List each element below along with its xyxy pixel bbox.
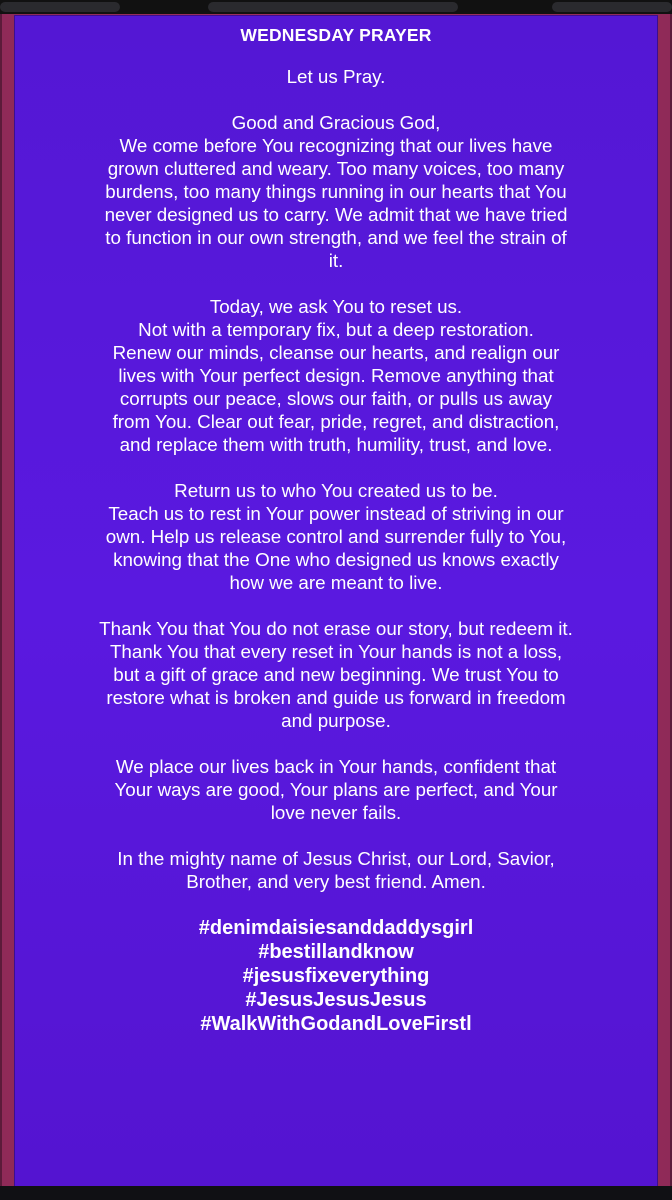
prayer-panel — [15, 16, 657, 1198]
hashtag-link[interactable]: #jesusfixeverything — [242, 965, 430, 987]
prayer-paragraph — [15, 479, 657, 594]
prayer-line: Your ways are good, Your plans are perfect, and Your — [114, 779, 558, 800]
hashtag-link[interactable]: #JesusJesusJesus — [245, 989, 427, 1011]
prayer-paragraph — [15, 755, 657, 824]
prayer-line: Thank You that every reset in Your hands is not a loss, — [109, 641, 563, 662]
hashtag-link[interactable]: #WalkWithGodandLoveFirstl — [200, 1013, 472, 1035]
prayer-line: We come before You recognizing that our lives have — [119, 135, 553, 156]
prayer-line: Good and Gracious God, — [231, 112, 441, 133]
prayer-line: Not with a temporary fix, but a deep restoration. — [138, 319, 534, 340]
prayer-line: In the mighty name of Jesus Christ, our Lord, Savior, — [117, 848, 555, 869]
prayer-line: from You. Clear out fear, pride, regret, and distraction, — [112, 411, 560, 432]
hashtag-link[interactable]: #denimdaisiesanddaddysgirl — [198, 917, 474, 939]
top-edge-tab — [208, 2, 458, 12]
prayer-line: never designed us to carry. We admit that we have tried — [104, 204, 568, 225]
prayer-line: Today, we ask You to reset us. — [209, 296, 463, 317]
prayer-line: lives with Your perfect design. Remove anything that — [118, 365, 554, 386]
prayer-line: Brother, and very best friend. Amen. — [186, 871, 486, 892]
prayer-line: Renew our minds, cleanse our hearts, and realign our — [112, 342, 560, 363]
top-edge-tab — [552, 2, 672, 12]
prayer-paragraph — [15, 617, 657, 732]
prayer-line: and replace them with truth, humility, trust, and love. — [119, 434, 553, 455]
prayer-line: to function in our own strength, and we feel the strain of — [105, 227, 567, 248]
opening-line: Let us Pray. — [286, 66, 386, 87]
prayer-line: how we are meant to live. — [229, 572, 443, 593]
prayer-line: Return us to who You created us to be. — [174, 480, 498, 501]
prayer-line: grown cluttered and weary. Too many voices, too many — [107, 158, 565, 179]
prayer-line: corrupts our peace, slows our faith, or pulls us away — [119, 388, 553, 409]
prayer-title: WEDNESDAY PRAYER — [240, 25, 432, 45]
prayer-line: knowing that the One who designed us knows exactly — [113, 549, 559, 570]
prayer-line: Teach us to rest in Your power instead of striving in our — [108, 503, 564, 524]
prayer-content — [15, 24, 657, 1036]
top-edge-tab — [0, 2, 120, 12]
prayer-line: burdens, too many things running in our hearts that You — [105, 181, 567, 202]
hashtag-link[interactable]: #bestillandknow — [258, 941, 414, 963]
prayer-line: restore what is broken and guide us forward in freedom — [106, 687, 566, 708]
prayer-line: but a gift of grace and new beginning. We trust You to — [113, 664, 559, 685]
top-edge-strip — [0, 0, 672, 14]
prayer-line: We place our lives back in Your hands, confident that — [115, 756, 557, 777]
hashtag-list — [15, 916, 657, 1036]
prayer-line: own. Help us release control and surrender fully to You, — [105, 526, 567, 547]
prayer-line: love never fails. — [270, 802, 402, 823]
prayer-line: it. — [328, 250, 344, 271]
prayer-paragraph — [15, 847, 657, 893]
prayer-line: Thank You that You do not erase our story, but redeem it. — [99, 618, 573, 639]
prayer-line: and purpose. — [281, 710, 391, 731]
prayer-paragraph — [15, 295, 657, 456]
prayer-paragraph — [15, 111, 657, 272]
bottom-edge-strip — [0, 1186, 672, 1200]
